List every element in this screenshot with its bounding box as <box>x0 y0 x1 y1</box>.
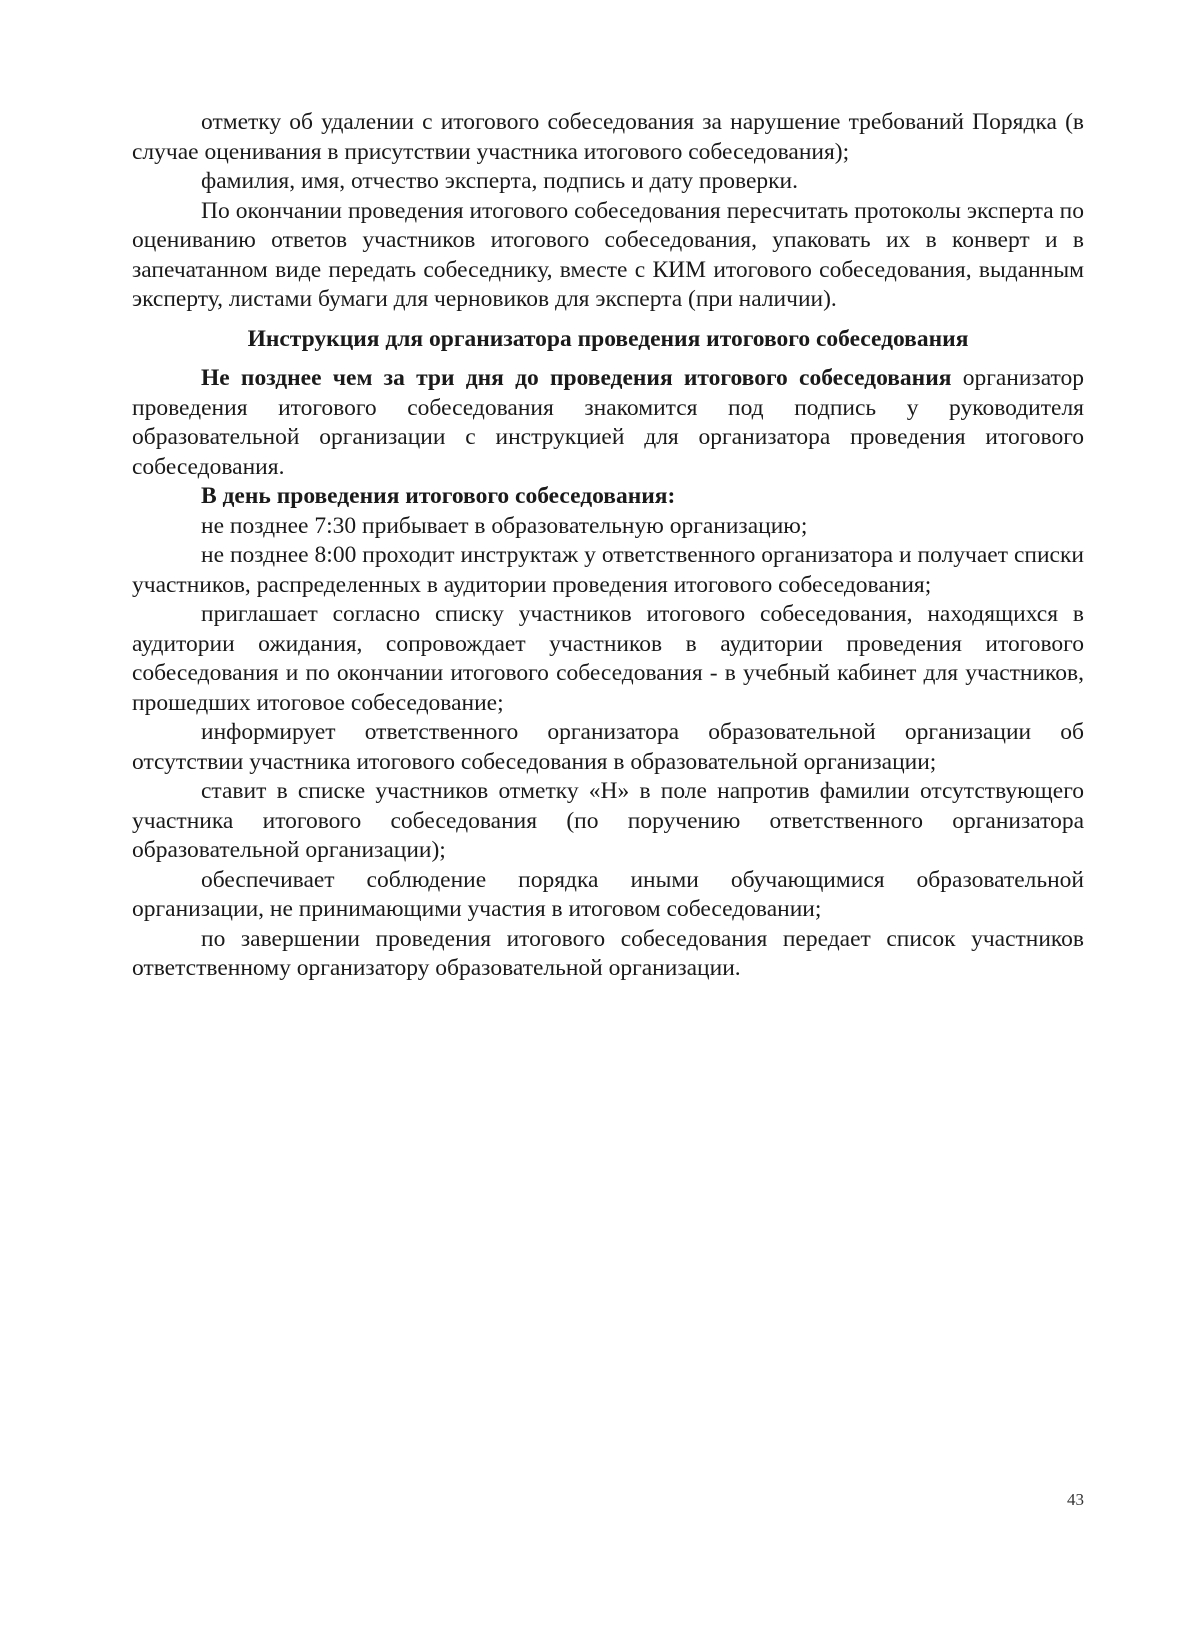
paragraph-protocols-packing: По окончании проведения итогового собеседования пересчитать протоколы эксперта по оцениванию ответов участников итогового собеседования, упаковать их в конверт и в запечатанном виде передать собеседнику, вместе с КИМ итогового собеседования, выданным эксперту, листами бумаги для черновиков для эксперта (при наличии). <box>132 197 1084 312</box>
paragraph-three-days-before <box>132 364 1084 482</box>
paragraph-removal-mark: отметку об удалении с итогового собеседования за нарушение требований Порядка (в случае оценивания в присутствии участника итогового собеседования); <box>132 109 1084 165</box>
document-body <box>132 108 1084 984</box>
paragraph-order-maintenance: обеспечивает соблюдение порядка иными обучающимися образовательной организации, не принимающими участия в итоговом собеседовании; <box>132 866 1084 922</box>
paragraph-briefing: не позднее 8:00 проходит инструктаж у ответственного организатора и получает списки участников, распределенных в аудитории проведения итогового собеседования; <box>132 542 1084 598</box>
paragraph-informs-absence: информирует ответственного организатора образовательной организации об отсутствии участника итогового собеседования в образовательной организации; <box>132 719 1084 775</box>
paragraph-arrival-time: не позднее 7:30 прибывает в образовательную организацию; <box>201 512 808 539</box>
paragraph-three-days-before-rest: организатор проведения итогового собеседования знакомится под подпись у руководителя образовательной организации с инструкцией для организатора проведения итогового собеседования. <box>132 365 1084 480</box>
page-number: 43 <box>1067 1490 1084 1509</box>
paragraph-expert-name: фамилия, имя, отчество эксперта, подпись и дату проверки. <box>201 168 798 194</box>
paragraph-day-of-interview: В день проведения итогового собеседования: <box>201 483 676 509</box>
paragraph-list-handover: по завершении проведения итогового собеседования передает список участников ответственному организатору образовательной организации. <box>132 925 1084 981</box>
paragraph-absence-mark: ставит в списке участников отметку «Н» в поле напротив фамилии отсутствующего участника итогового собеседования (по поручению ответственного организатора образовательной организации); <box>132 778 1084 863</box>
paragraph-invites-participants: приглашает согласно списку участников итогового собеседования, находящихся в аудитории ожидания, сопровождает участников в аудитории проведения итогового собеседования и по окончании итогового собеседования - в учебный кабинет для участников, прошедших итоговое собеседование; <box>132 601 1084 716</box>
paragraph-three-days-before-lead: Не позднее чем за три дня до проведения итогового собеседования <box>201 365 952 391</box>
section-heading: Инструкция для организатора проведения итогового собеседования <box>247 325 969 352</box>
